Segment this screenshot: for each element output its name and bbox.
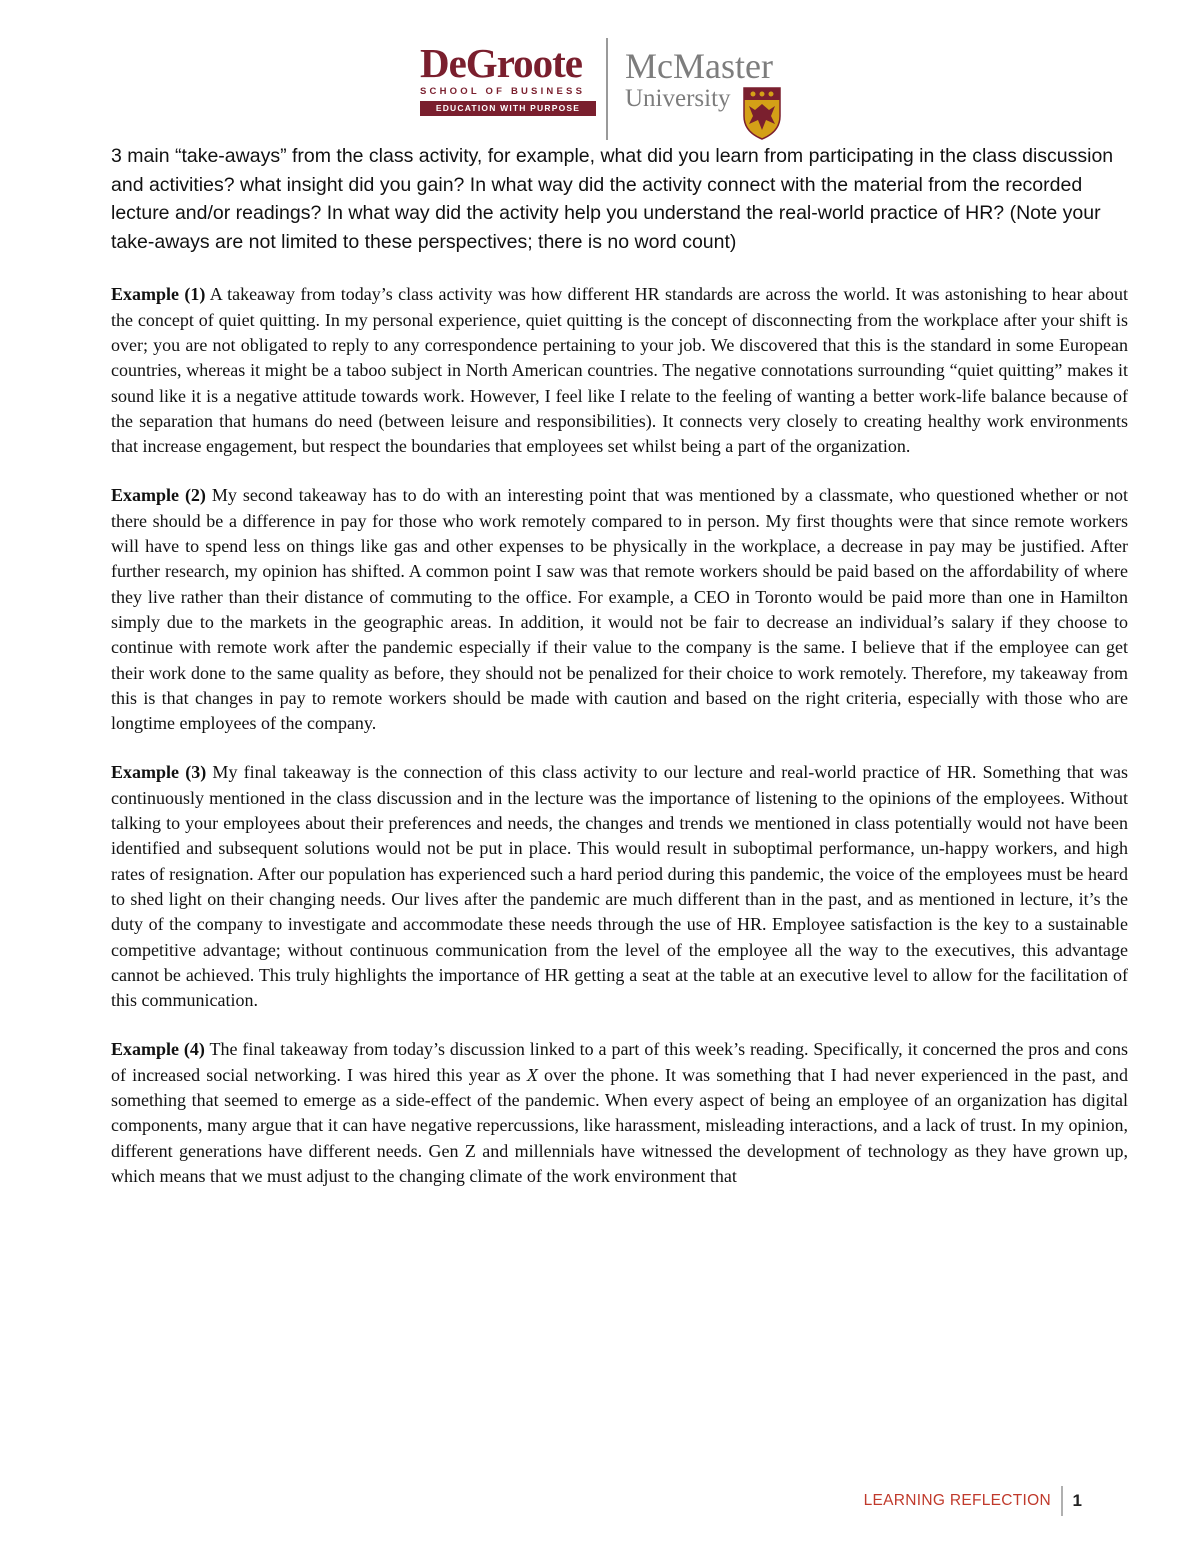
example-text-after: over the phone. It was something that I had never experienced in the past, and something that seemed to emerge as a side-effect of the pandemic. When every aspect of being an employee of an organization has digital components, many argue that it can have negative repercussions, like harassment, misleading interactions, and a lack of trust. In my opinion, different generations have different needs. Gen Z and millennials have witnessed the development of technology as they have grown up, which means that we must adjust to the changing climate of the work environment that bbox=[111, 1064, 1129, 1186]
example-paragraph-3 bbox=[111, 760, 1128, 1013]
example-text-before: The final takeaway from today’s discussion linked to a part of this week’s reading. Specifically, it concerned the pros and cons of increased social networking. I was hired this year as bbox=[111, 1039, 1128, 1085]
degroote-name: DeGroote bbox=[420, 40, 583, 86]
document-body bbox=[111, 142, 1128, 1213]
example-italic-term: X bbox=[526, 1064, 538, 1085]
logo-divider bbox=[606, 38, 608, 140]
example-paragraph-4 bbox=[111, 1037, 1128, 1189]
example-label: Example (1) bbox=[111, 284, 206, 305]
example-text: My final takeaway is the connection of this class activity to our lecture and real-world practice of HR. Something that was continuously mentioned in the class discussion and in the lecture was the importance of listening to the opinions of the employees. Without talking to your employees about their preferences and needs, the changes and trends we mentioned in class potentially would not have been identified and subsequent solutions would not be put in place. This would result in suboptimal performance, un-happy workers, and high rates of resignation. After our population has experienced such a hard period during this pandemic, the voice of the employees must be heard to shed light on their changing needs. Our lives after the pandemic are much different than in the past, and as mentioned in lecture, it’s the duty of the company to investigate and accommodate these needs through the use of HR. Employee satisfaction is the key to a sustainable competitive advantage; without continuous communication from the level of the employee all the way to the executives, this advantage cannot be achieved. This truly highlights the importance of HR getting a seat at the table at an executive level to allow for the facilitation of this communication. bbox=[111, 762, 1128, 1011]
example-label: Example (2) bbox=[111, 485, 206, 506]
degroote-subtitle: SCHOOL OF BUSINESS bbox=[420, 86, 586, 97]
example-paragraph-1 bbox=[111, 282, 1128, 459]
prompt-number: 3 bbox=[111, 145, 122, 167]
example-text: My second takeaway has to do with an interesting point that was mentioned by a classmate, who questioned whether or not there should be a difference in pay for those who work remotely compared to in person. My first thoughts were that since remote workers will have to spend less on things like gas and other expenses to be physically in the workplace, a decrease in pay may be justified. After further research, my opinion has shifted. A common point I saw was that remote workers should be paid based on the affordability of where they live rather than their distance of commuting to the office. For example, a CEO in Toronto would be paid more than one in Hamilton simply due to the markets in the geographic areas. In addition, it would not be fair to decrease an individual’s salary if they choose to continue with remote work after the pandemic especially if their value to the company is the same. I believe that if the employee can get their work done to the same quality as before, they should not be penalized for their choice to work remotely. Therefore, my takeaway from this is that changes in pay to remote workers should be made with caution and based on the right criteria, especially with those who are longtime employees of the company. bbox=[111, 485, 1128, 734]
example-label: Example (4) bbox=[111, 1039, 205, 1060]
degroote-logo bbox=[420, 42, 596, 116]
mcmaster-crest-icon bbox=[742, 86, 782, 140]
header-logo bbox=[420, 38, 790, 142]
page-number: 1 bbox=[1072, 1491, 1082, 1510]
page-footer bbox=[864, 1486, 1082, 1516]
mcmaster-name: McMaster bbox=[625, 46, 773, 86]
reflection-prompt bbox=[111, 142, 1128, 256]
example-paragraph-2 bbox=[111, 483, 1128, 736]
footer-label: LEARNING REFLECTION bbox=[863, 1492, 1052, 1509]
degroote-tagline: EDUCATION WITH PURPOSE bbox=[420, 101, 596, 116]
footer-divider bbox=[1061, 1486, 1063, 1516]
example-text: A takeaway from today’s class activity was how different HR standards are across the world. It was astonishing to hear about the concept of quiet quitting. In my personal experience, quiet quitting is the concept of disconnecting from the workplace after your shift is over; you are not obligated to reply to any correspondence pertaining to your job. We discovered that this is the standard in some European countries, whereas it might be a taboo subject in North American countries. The negative connotations surrounding “quiet quitting” makes it sound like it is a negative attitude towards work. However, I feel like I relate to the feeling of wanting a better work-life balance because of the separation that humans do need (between leisure and responsibilities). It connects very closely to creating healthy work environments that increase engagement, but respect the boundaries that employees set whilst being a part of the organization. bbox=[111, 284, 1128, 457]
example-label: Example (3) bbox=[111, 762, 207, 783]
mcmaster-university: University bbox=[625, 85, 731, 112]
prompt-text: main “take-aways” from the class activity, for example, what did you learn from participating in the class discussion and activities? what insight did you gain? In what way did the activity connect with the material from the recorded lecture and/or readings? In what way did the activity help you understand the real-world practice of HR? (Note your take-aways are not limited to these perspectives; there is no word count) bbox=[111, 145, 1114, 253]
